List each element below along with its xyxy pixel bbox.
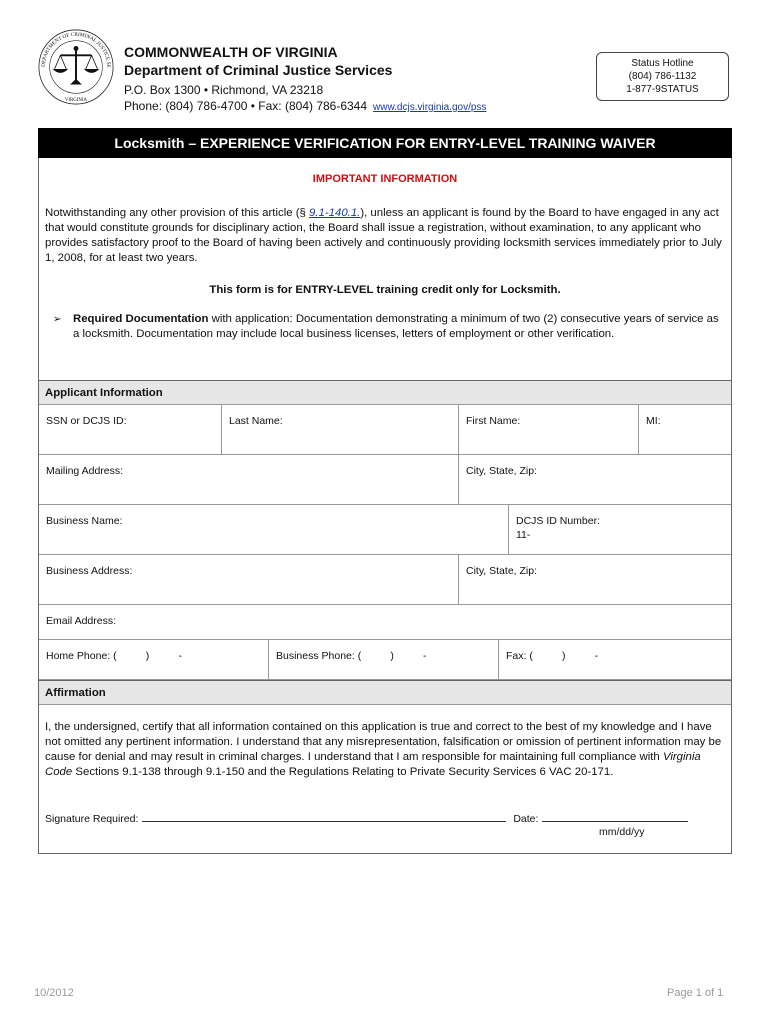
phone-fax: Phone: (804) 786-4700 • Fax: (804) 786-6344 <box>124 99 368 113</box>
form-revision-date: 10/2012 <box>34 987 74 999</box>
signature-line[interactable] <box>142 811 506 822</box>
mailing-address-field[interactable]: Mailing Address: <box>39 455 459 505</box>
email-field[interactable]: Email Address: <box>39 605 731 640</box>
date-line[interactable] <box>542 811 688 822</box>
status-hotline-box <box>596 52 729 101</box>
agency-contact <box>124 99 486 115</box>
affirmation-text-italic: Virginia Code <box>45 751 701 778</box>
required-documentation <box>53 312 723 342</box>
dcjs-id-label: DCJS ID Number: <box>516 515 601 527</box>
intro-paragraph <box>45 206 725 266</box>
affirmation-text <box>45 720 725 780</box>
hotline-phone2: 1-877-9STATUS <box>626 84 699 95</box>
date-label: Date: <box>513 813 539 825</box>
dcjs-id-number-field[interactable] <box>509 505 731 555</box>
home-phone-field[interactable]: Home Phone: ( ) - <box>39 640 269 680</box>
first-name-field[interactable]: First Name: <box>459 405 639 455</box>
date-format-hint: mm/dd/yy <box>599 826 645 838</box>
signature-label: Signature Required: <box>45 813 139 825</box>
agency-line1: COMMONWEALTH OF VIRGINIA <box>124 44 338 60</box>
required-doc-text: with application: Documentation demonstrating a minimum of two (2) consecutive years of service as a locksmith. Documentation may include local business licenses, letters of employment or other verification. <box>73 313 719 340</box>
agency-header <box>124 44 486 115</box>
business-phone-field[interactable]: Business Phone: ( ) - <box>269 640 499 680</box>
fax-field[interactable]: Fax: ( ) - <box>499 640 731 680</box>
dcjs-seal-logo <box>37 28 115 106</box>
important-heading: IMPORTANT INFORMATION <box>312 173 458 185</box>
entry-level-note: This form is for ENTRY-LEVEL training credit only for Locksmith. <box>209 284 561 296</box>
agency-line2: Department of Criminal Justice Services <box>124 62 393 78</box>
code-citation-link[interactable]: 9.1-140.1. <box>309 207 361 219</box>
city-state-zip-field[interactable]: City, State, Zip: <box>459 455 731 505</box>
affirmation-text-1: I, the undersigned, certify that all information contained on this application is true and correct to the best of my knowledge and I have not omitted any pertinent information. I understand that any misrepresentation, falsification or omission of pertinent information may be cause for denial and may result in criminal charges. I understand that I am responsible for maintaining full compliance with <box>45 721 722 763</box>
form-title: Locksmith – EXPERIENCE VERIFICATION FOR ENTRY-LEVEL TRAINING WAIVER <box>38 128 732 158</box>
hotline-phone1: (804) 786-1132 <box>628 71 697 82</box>
ssn-field[interactable]: SSN or DCJS ID: <box>39 405 222 455</box>
business-name-field[interactable]: Business Name: <box>39 505 509 555</box>
required-doc-bold: Required Documentation <box>73 313 209 325</box>
seal-text-bottom: VIRGINIA <box>64 98 88 104</box>
agency-address: P.O. Box 1300 • Richmond, VA 23218 <box>124 83 324 97</box>
business-city-state-zip-field[interactable]: City, State, Zip: <box>459 555 731 605</box>
mi-field[interactable]: MI: <box>639 405 731 455</box>
intro-text-1: Notwithstanding any other provision of this article (§ <box>45 207 310 219</box>
seal-text-top: DEPARTMENT OF CRIMINAL JUSTICE SE <box>40 31 112 69</box>
applicant-info-heading: Applicant Information <box>39 380 731 405</box>
affirmation-text-2: Sections 9.1-138 through 9.1-150 and the Regulations Relating to Private Security Services 6 VAC 20-171. <box>72 766 614 778</box>
dcjs-id-prefix: 11- <box>516 529 531 541</box>
website-link[interactable]: www.dcjs.virginia.gov/pss <box>373 102 487 113</box>
intro-text-2: ), unless an applicant is found by the Board to have engaged in any act that would constitute grounds for disciplinary action, the Board shall issue a registration, without examination, to any applicant who provides satisfactory proof to the Board of having been actively and continuously providing locksmith services immediately prior to July 1, 2008, for at least two years. <box>45 207 722 264</box>
business-address-field[interactable]: Business Address: <box>39 555 459 605</box>
hotline-title: Status Hotline <box>631 58 694 69</box>
last-name-field[interactable]: Last Name: <box>222 405 459 455</box>
bullet-arrow-icon: ➢ <box>53 314 62 325</box>
signature-row <box>45 811 688 825</box>
affirmation-heading: Affirmation <box>39 680 731 705</box>
page-number: Page 1 of 1 <box>667 987 724 999</box>
